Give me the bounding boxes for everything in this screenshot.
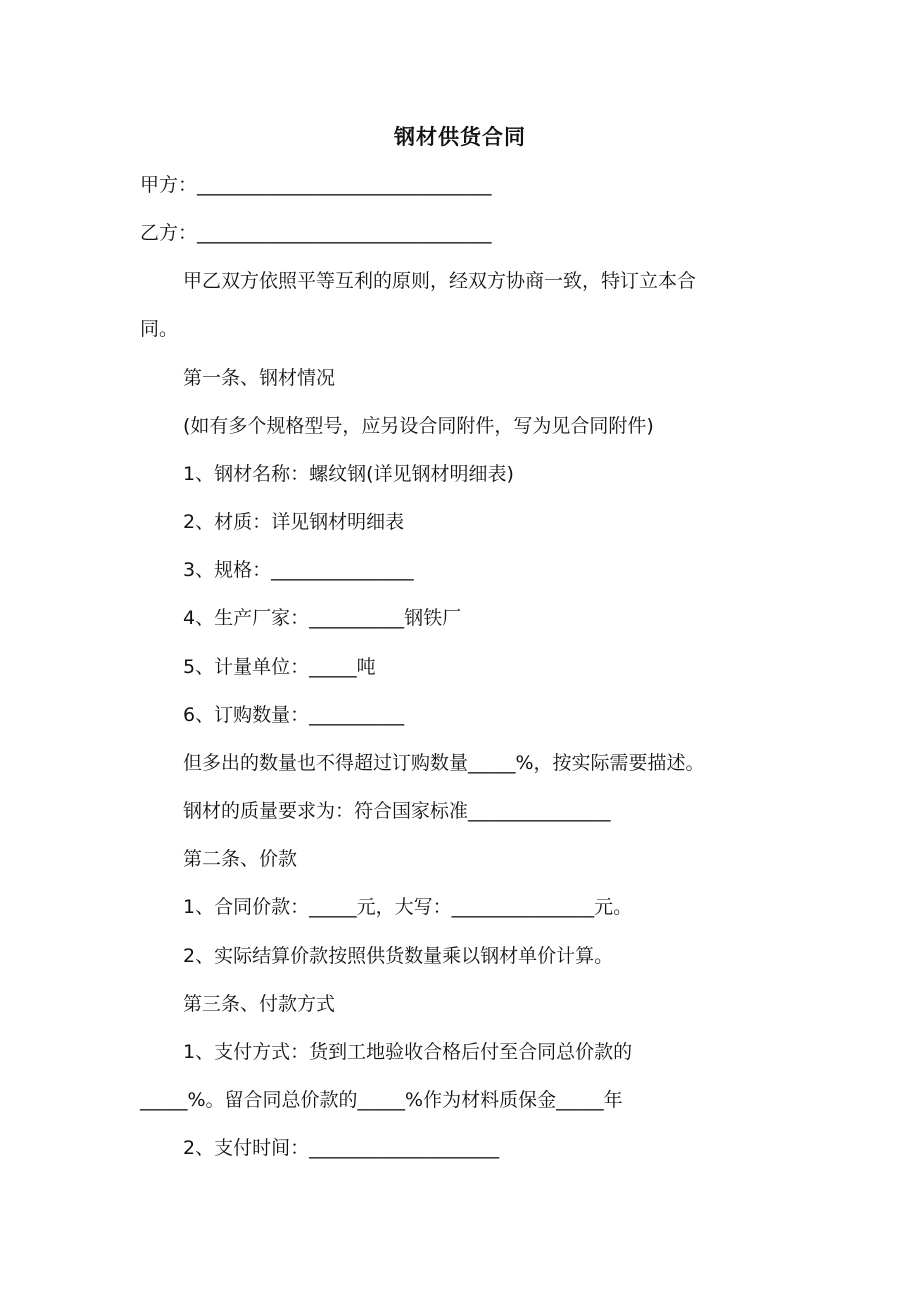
material-line: 2、材质：详见钢材明细表: [183, 511, 405, 533]
manufacturer-line: 4、生产厂家：__________钢铁厂: [183, 607, 462, 629]
settlement-line: 2、实际结算价款按照供货数量乘以钢材单价计算。: [183, 945, 614, 967]
payment-time-line: 2、支付时间：____________________: [183, 1137, 500, 1159]
document-title: 钢材供货合同: [394, 125, 526, 149]
unit-line: 5、计量单位：_____吨: [183, 656, 376, 678]
party-a-line: 甲方：_______________________________: [140, 174, 492, 196]
specification-line: 3、规格：_______________: [183, 559, 414, 581]
contract-price-line: 1、合同价款：_____元，大写：_______________元。: [183, 896, 633, 918]
quantity-line: 6、订购数量：__________: [183, 704, 405, 726]
party-b-line: 乙方：_______________________________: [140, 222, 492, 244]
payment-method-line: 1、支付方式：货到工地验收合格后付至合同总价款的: [183, 1041, 633, 1063]
article-2-heading: 第二条、价款: [183, 848, 298, 870]
article-3-heading: 第三条、付款方式: [183, 993, 336, 1015]
article-1-heading: 第一条、钢材情况: [183, 367, 336, 389]
article-1-note: (如有多个规格型号，应另设合同附件，写为见合同附件): [183, 415, 654, 437]
steel-name-line: 1、钢材名称：螺纹钢(详见钢材明细表): [183, 463, 514, 485]
quality-line: 钢材的质量要求为：符合国家标准_______________: [183, 800, 611, 822]
quantity-limit-line: 但多出的数量也不得超过订购数量_____%，按实际需要描述。: [183, 752, 705, 774]
preamble-continued-line: 同。: [140, 318, 179, 340]
preamble-line: 甲乙双方依照平等互利的原则，经双方协商一致，特订立本合: [183, 270, 697, 292]
payment-method-continued-line: _____%。留合同总价款的_____%作为材料质保金_____年: [140, 1089, 623, 1111]
